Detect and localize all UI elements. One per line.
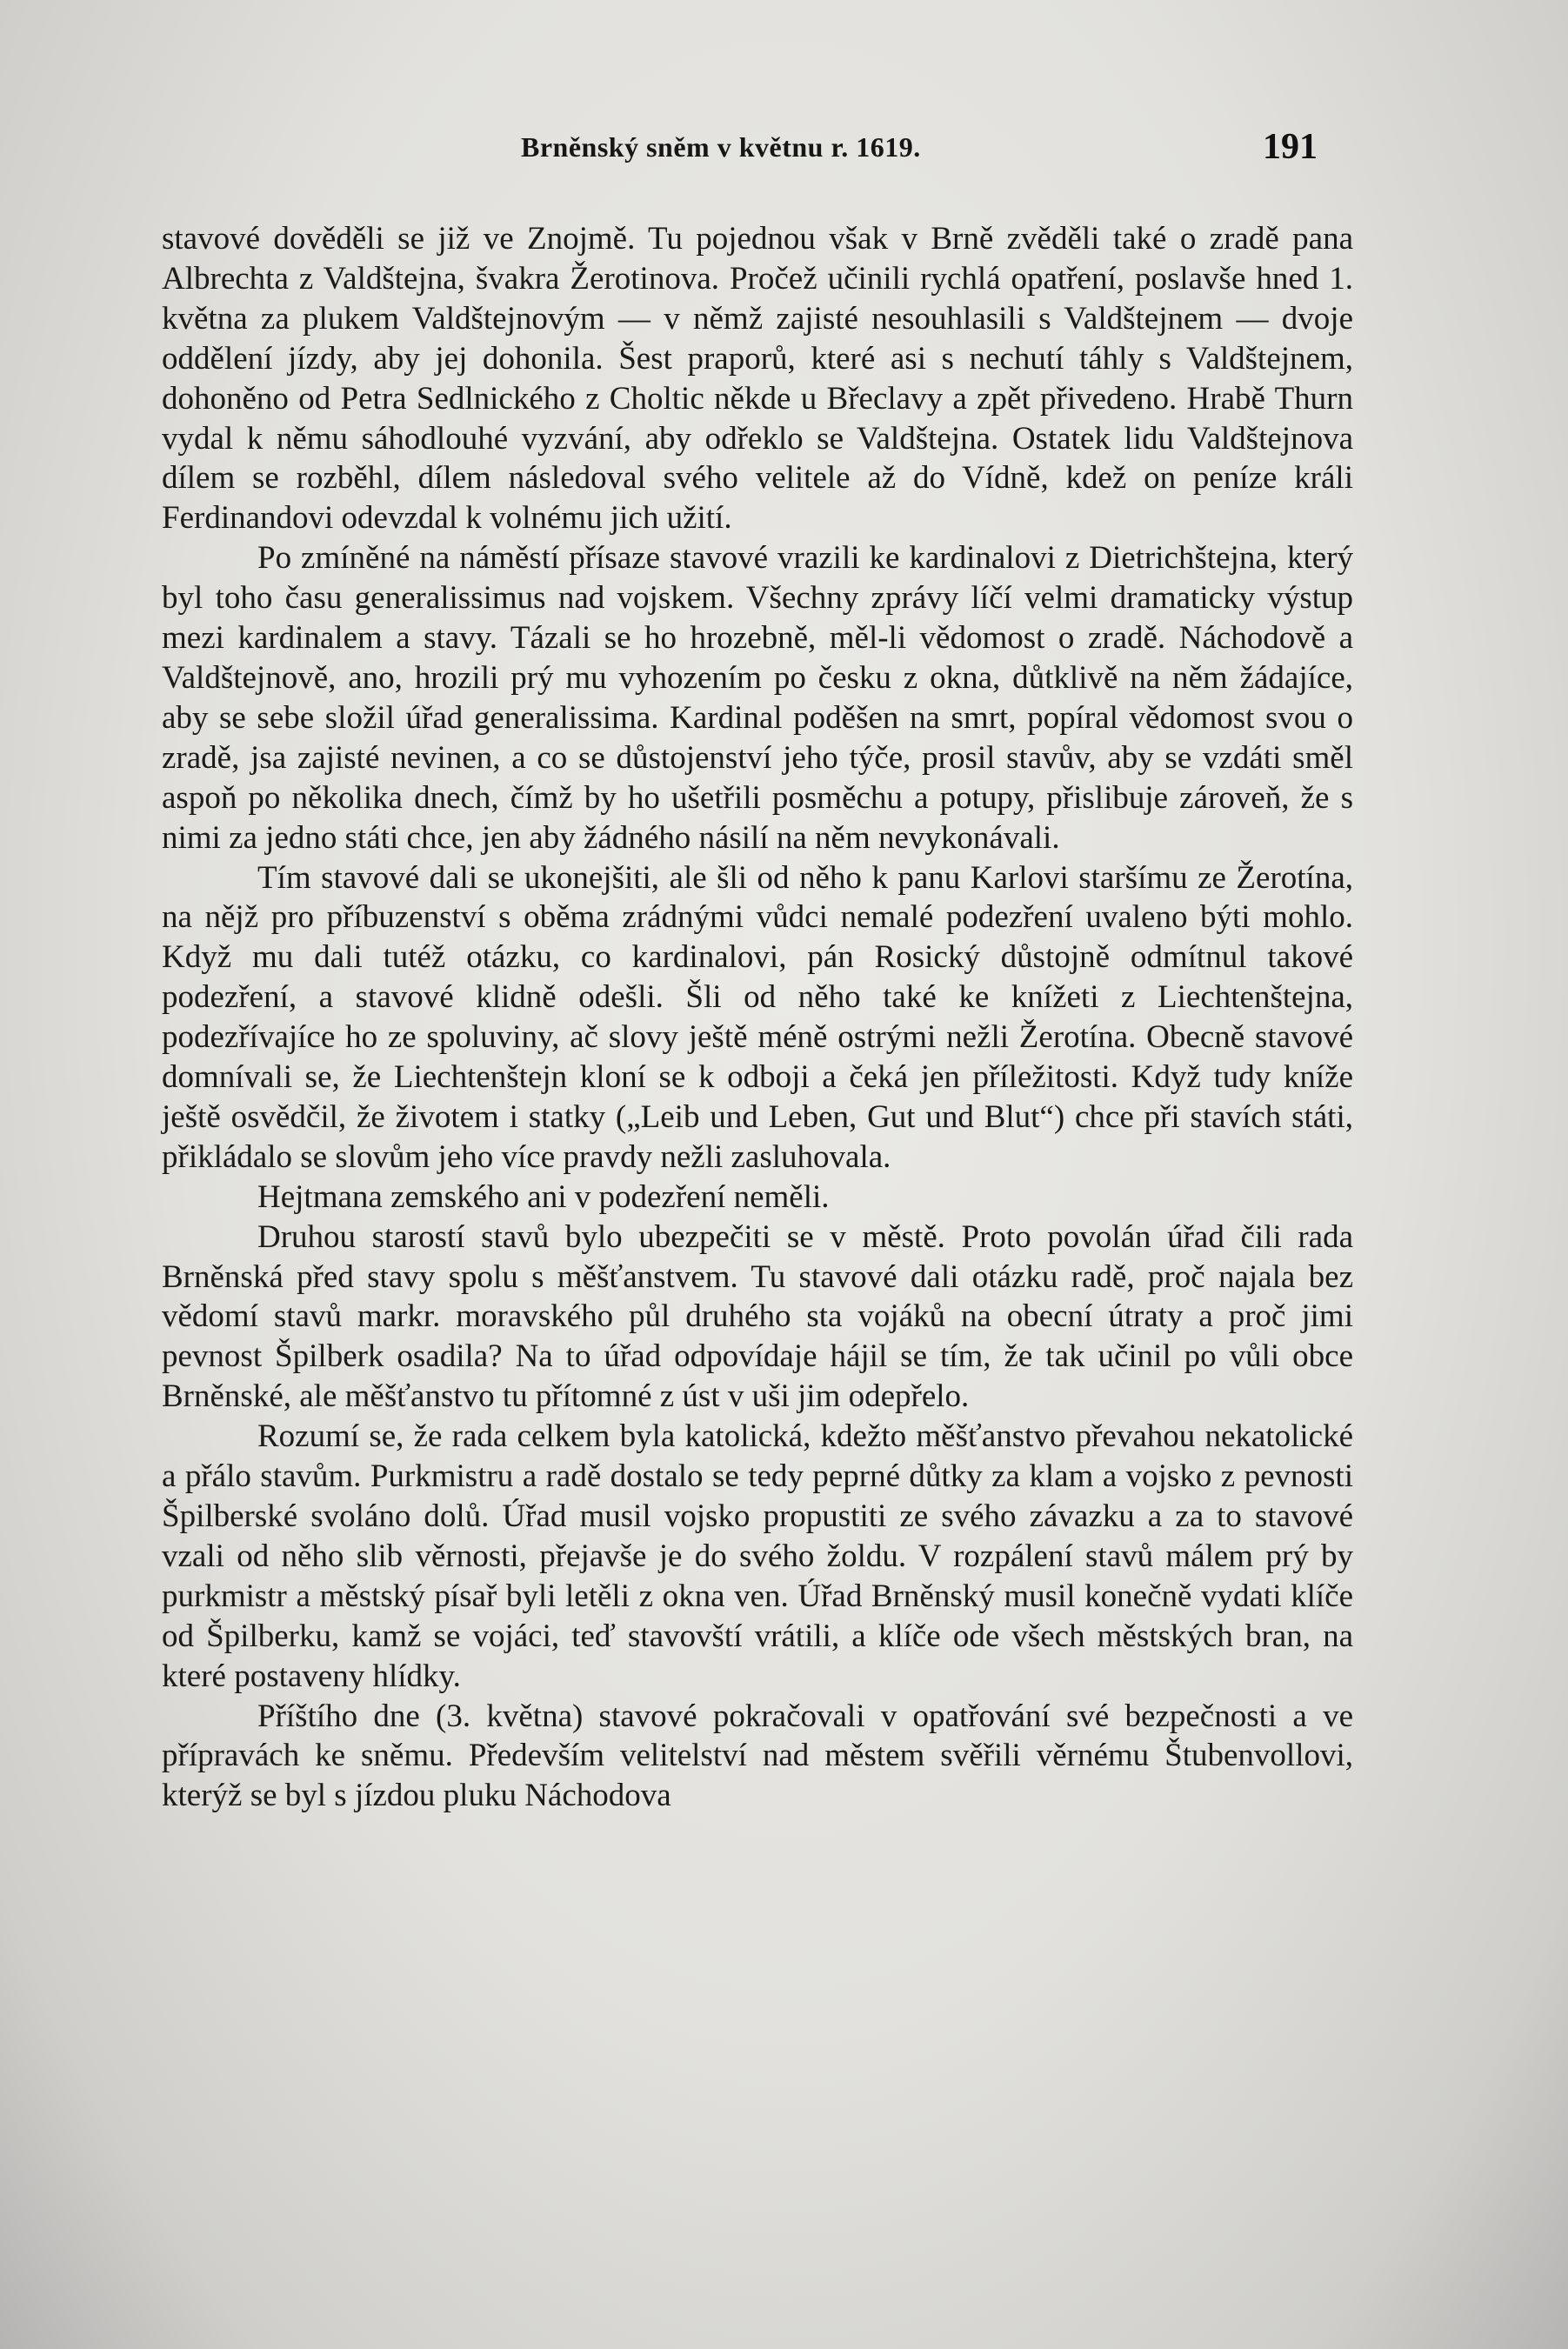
paragraph: Po zmíněné na náměstí přísaze stavové vrazili ke kardinalovi z Dietrichštejna, který byl toho času generalissimus nad vojskem. Všechny zprávy líčí velmi dramaticky výstup mezi kardinalem a stavy. Tázali se ho hrozebně, měl-li vědomost o zradě. Náchodově a Valdštejnově, ano, hrozili prý mu vyhozením po česku z okna, důtklivě na něm žádajíce, aby se sebe složil úřad generalissima. Kardinal poděšen na smrt, popíral vědomost svou o zradě, jsa zajisté nevinen, a co se důstojenství jeho týče, prosil stavův, aby se vzdáti směl aspoň po několika dnech, čímž by ho ušetřili posměchu a potupy, přislibuje zároveň, že s nimi za jedno státi chce, jen aby žádného násilí na něm nevykonávali.: [162, 540, 1353, 856]
paragraph: Příštího dne (3. května) stavové pokračovali v opatřování své bezpečnosti a ve přípravách ke sněmu. Především velitelství nad městem svěřili věrnému Štubenvollovi, kterýž se byl s jízdou pluku Náchodova: [162, 1698, 1353, 1814]
paragraph-continuation: stavové dověděli se již ve Znojmě. Tu pojednou však v Brně zvěděli také o zradě pana Albrechta z Valdštejna, švakra Žerotinova. Pročež učinili rychlá opatření, poslavše hned 1. května za plukem Valdštejnovým — v němž zajisté nesouhlasili s Valdštejnem — dvoje oddělení jízdy, aby jej dohonila. Šest praporů, které asi s nechutí táhly s Valdštejnem, dohoněno od Petra Sedlnického z Choltic někde u Břeclavy a zpět přivedeno. Hrabě Thurn vydal k němu sáhodlouhé vyzvání, aby odřeklo se Valdštejna. Ostatek lidu Valdštejnova dílem se rozběhl, dílem následoval svého velitele až do Vídně, kdež on peníze králi Ferdinandovi odevzdal k volnému jich užití.: [162, 221, 1353, 537]
page-number: 191: [1263, 127, 1318, 167]
paragraph: Hejtmana zemského ani v podezření neměli.: [257, 1178, 830, 1215]
body-text: [162, 219, 1353, 1816]
running-title: Brněnský sněm v květnu r. 1619.: [521, 131, 921, 163]
paragraph: Tím stavové dali se ukonejšiti, ale šli od něho k panu Karlovi staršímu ze Žerotína, na nějž pro příbuzenství s oběma zrádnými vůdci nemalé podezření uvaleno býti mohlo. Když mu dali tutéž otázku, co kardinalovi, pán Rosický důstojně odmítnul takové podezření, a stavové klidně odešli. Šli od něho také ke knížeti z Liechtenštejna, podezřívajíce ho ze spoluviny, ač slovy ještě méně ostrými nežli Žerotína. Obecně stavové domnívali se, že Liechtenštejn kloní se k odboji a čeká jen příležitosti. Když tudy kníže ještě osvědčil, že životem i statky („Leib und Leben, Gut und Blut“) chce při stavích státi, přikládalo se slovům jeho více pravdy nežli zasluhovala.: [162, 859, 1353, 1175]
page-header: [0, 126, 1568, 178]
paragraph: Rozumí se, že rada celkem byla katolická, kdežto měšťanstvo převahou nekatolické a přálo stavům. Purkmistru a radě dostalo se tedy peprné důtky za klam a vojsko z pevnosti Špilberské svoláno dolů. Úřad musil vojsko propustiti ze svého závazku a za to stavové vzali od něho slib věrnosti, přejavše je do svého žoldu. V rozpálení stavů málem prý by purkmistr a městský písař byli letěli z okna ven. Úřad Brněnský musil konečně vydati klíče od Špilberku, kamž se vojáci, teď stavovští vrátili, a klíče ode všech městských bran, na které postaveny hlídky.: [162, 1418, 1353, 1694]
paragraph: Druhou starostí stavů bylo ubezpečiti se v městě. Proto povolán úřad čili rada Brněnská před stavy spolu s měšťanstvem. Tu stavové dali otázku radě, proč najala bez vědomí stavů markr. moravského půl druhého sta vojáků na obecní útraty a proč jimi pevnost Špilberk osadila? Na to úřad odpovídaje hájil se tím, že tak učinil po vůli obce Brněnské, ale měšťanstvo tu přítomné z úst v uši jim odepřelo.: [162, 1218, 1353, 1415]
